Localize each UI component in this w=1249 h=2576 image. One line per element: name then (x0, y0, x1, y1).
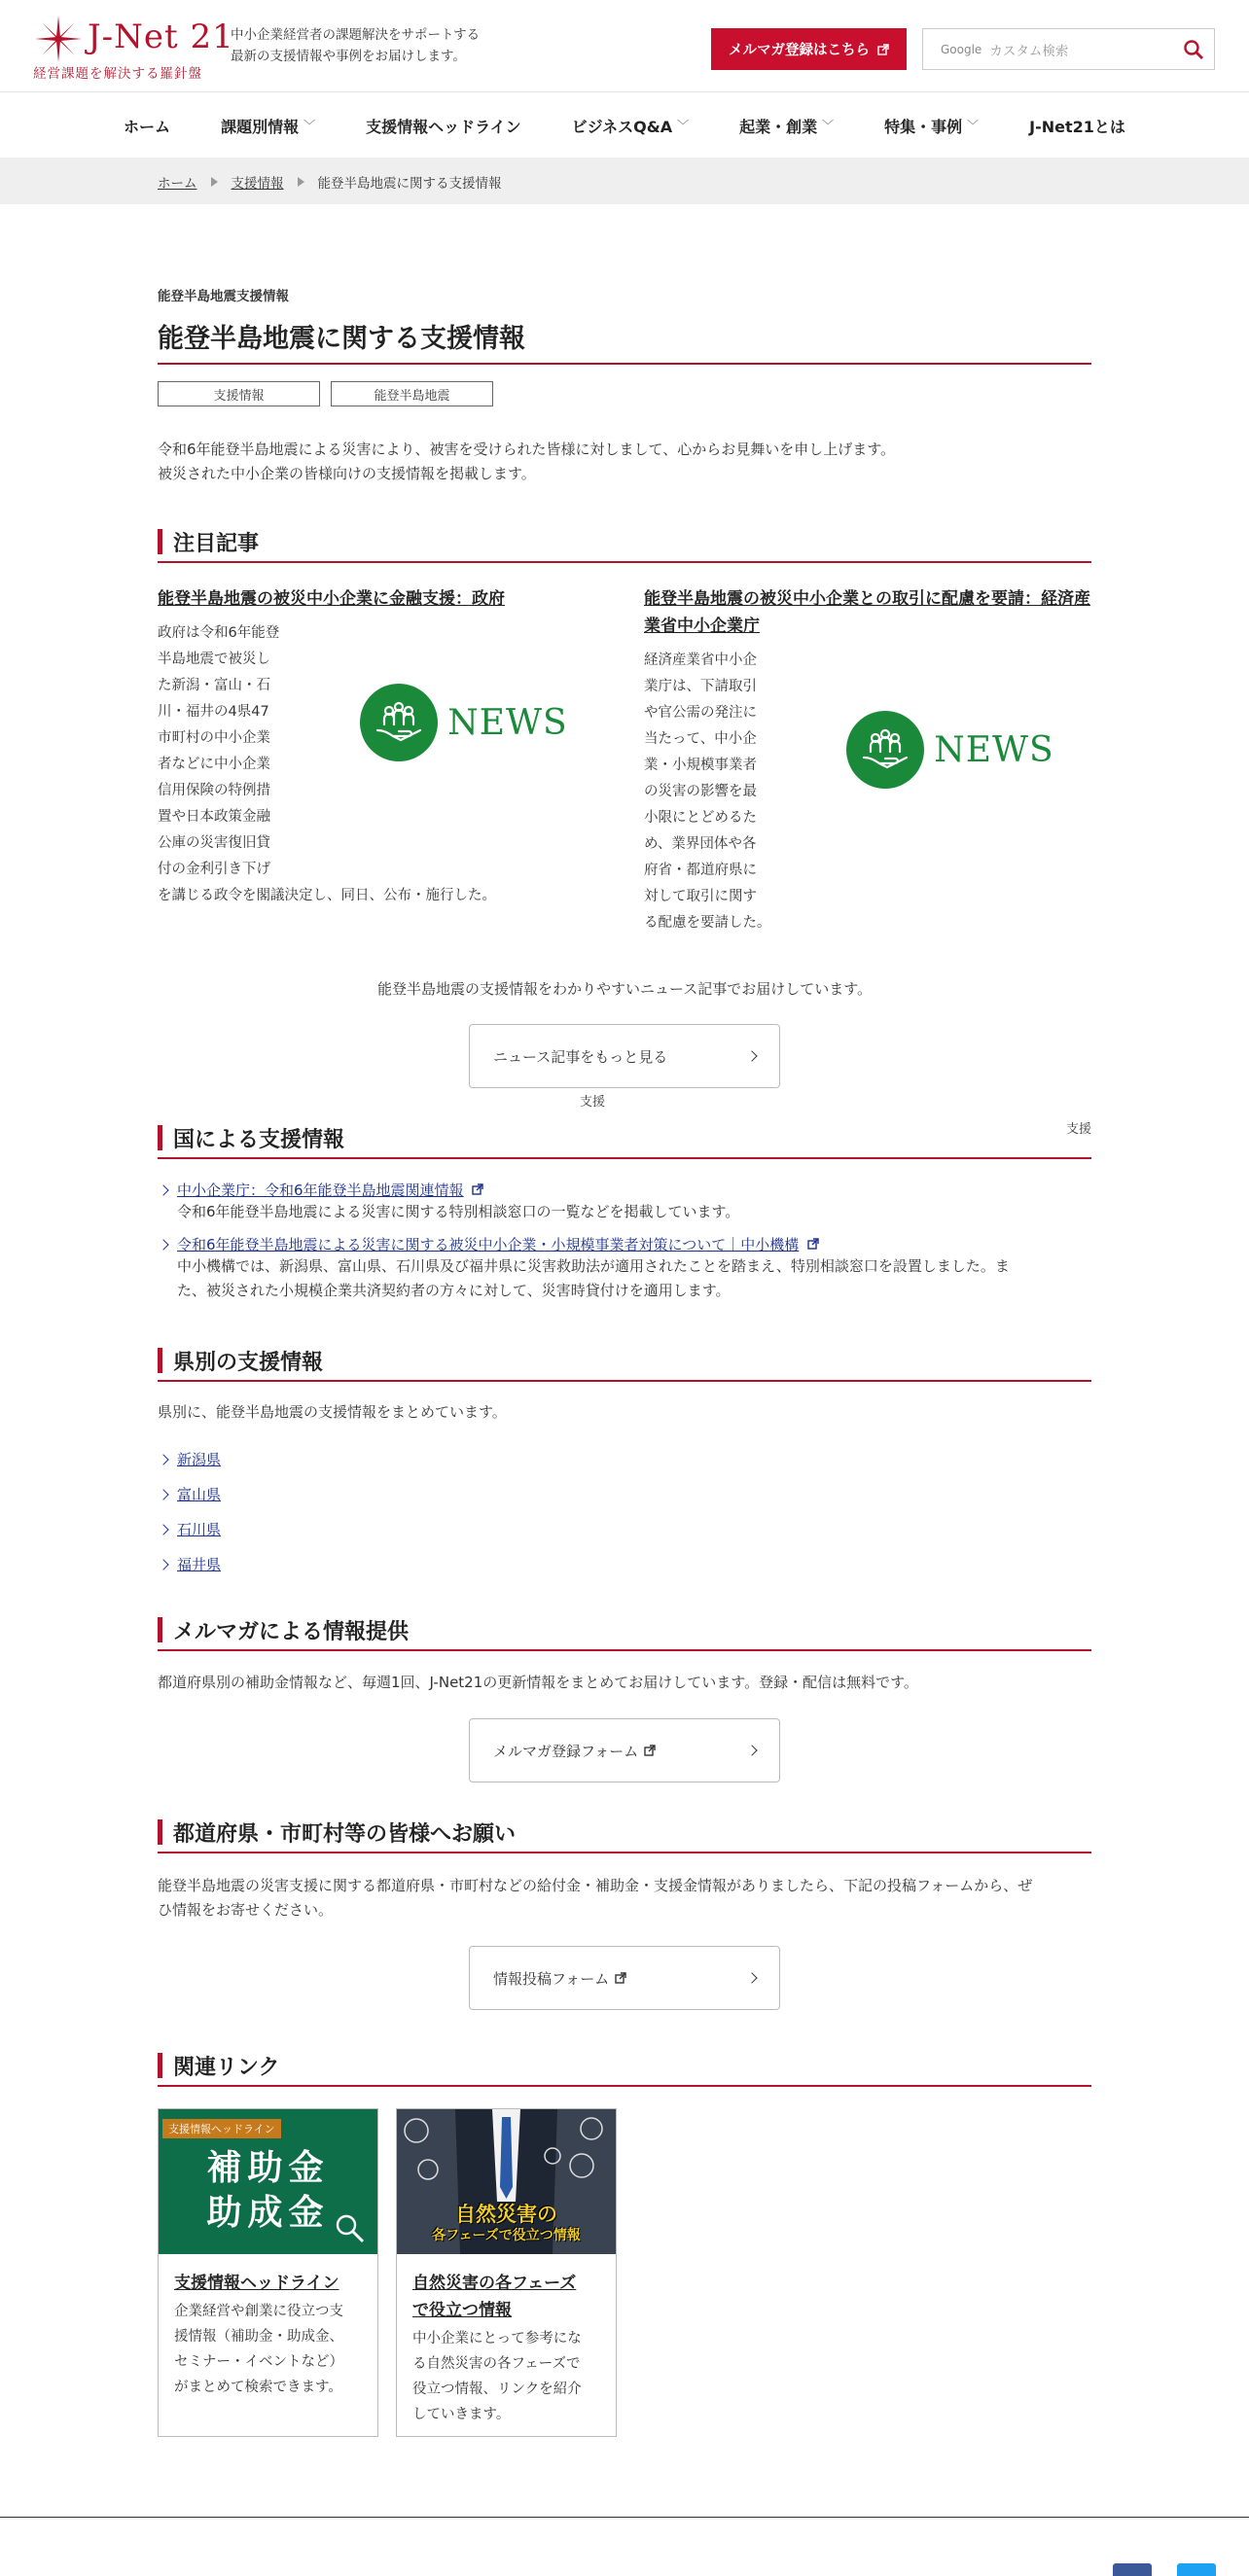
section-heading-newsletter: メルマガによる情報提供 (158, 1615, 1091, 1651)
submission-form-button[interactable]: 情報投稿フォーム (469, 1946, 780, 2010)
section-heading-related: 関連リンク (158, 2051, 1091, 2087)
search-box[interactable] (922, 28, 1215, 70)
tag-noto-earthquake[interactable]: 能登半島地震 (331, 381, 493, 406)
page-kicker: 能登半島地震支援情報 (158, 289, 289, 304)
search-input[interactable]: カスタム検索 (989, 43, 1069, 59)
tag-support[interactable]: 支援情報 (158, 381, 320, 406)
section-heading-prefectures: 県別の支援情報 (158, 1346, 1091, 1382)
related-card-disaster[interactable] (396, 2108, 617, 2437)
chevron-down-icon: ﹀ (822, 118, 835, 132)
news-title[interactable]: 能登半島地震の被災中小企業に金融支援：政府 (158, 589, 505, 609)
magnifier-icon (334, 2212, 367, 2245)
related-card-headline[interactable] (158, 2108, 378, 2437)
page-title: 能登半島地震に関する支援情報 (158, 317, 1091, 365)
intro-text: 令和6年能登半島地震による災害により、被害を受けられた皆様に対しまして、心からお見舞いを申し上げます。 被災された中小企業の皆様向けの支援情報を掲載します。 (158, 441, 896, 482)
link-description: 中小機構では、新潟県、富山県、石川県及び福井県に災害救助法が適用されたことを踏まえ、特別相談窓口を設置しました。ま た、被災された小規模企業共済契約者の方々に対して、災害時貸付けを適用します。 (177, 1257, 1010, 1299)
list-item (158, 1234, 1091, 1303)
section-heading-featured: 注目記事 (158, 527, 1091, 563)
chevron-down-icon: ﹀ (967, 118, 980, 132)
newsletter-signup-button[interactable]: メルマガ登録はこちら (711, 28, 907, 70)
section-heading-national: 国による支援情報 (158, 1123, 1091, 1159)
chevron-right-icon (746, 1050, 757, 1061)
breadcrumb (158, 172, 502, 192)
prefectures-intro: 県別に、能登半島地震の支援情報をまとめています。 (158, 1403, 507, 1421)
news-wordmark: NEWS (934, 729, 1054, 770)
image-caption: 補助金 助成金 (206, 2148, 330, 2233)
breadcrumb-bar (0, 158, 1249, 204)
link-niigata[interactable]: 新潟県 (177, 1451, 222, 1468)
nav-item-home[interactable]: ホーム (124, 117, 171, 136)
news-image[interactable] (839, 691, 1062, 808)
external-link-icon (807, 1238, 819, 1250)
newsletter-form-button[interactable]: メルマガ登録フォーム (469, 1718, 780, 1782)
related-card-image (397, 2109, 616, 2254)
helping-hand-icon (360, 684, 438, 761)
footer-divider (0, 2517, 1249, 2518)
chevron-down-icon: ﹀ (677, 118, 690, 132)
external-link-icon (644, 1745, 656, 1756)
nav-item-qa[interactable]: ビジネスQ&A ﹀ (571, 117, 690, 136)
related-card-description: 中小企業にとって参考にな る自然災害の各フェーズで 役立つ情報、リンクを紹介 していきます。 (412, 2331, 582, 2422)
list-item (158, 1449, 1091, 1484)
image-badge: 支援情報ヘッドライン (162, 2119, 281, 2138)
news-card[interactable] (644, 585, 1091, 1137)
news-category: 支援 (579, 1095, 605, 1110)
site-header (0, 0, 1249, 92)
nav-item-features[interactable]: 特集・事例 ﹀ (884, 117, 980, 136)
triangle-right-icon (298, 177, 304, 187)
breadcrumb-home[interactable]: ホーム (158, 176, 197, 192)
link-ishikawa[interactable]: 石川県 (177, 1521, 222, 1538)
compass-star-icon (33, 14, 84, 64)
logo-wordmark: J-Net 21 (88, 18, 234, 56)
list-item (158, 1554, 1091, 1589)
nav-item-about[interactable]: J-Net21とは (1029, 117, 1125, 136)
external-link-icon (615, 1972, 626, 1984)
featured-note: 能登半島地震の支援情報をわかりやすいニュース記事でお届けしています。 (376, 980, 873, 998)
more-news-button[interactable]: ニュース記事をもっと見る (469, 1024, 780, 1088)
news-title[interactable]: 能登半島地震の被災中小企業との取引に配慮を要請：経済産業省中小企業庁 (644, 589, 1090, 636)
news-wordmark: NEWS (447, 702, 568, 743)
global-nav (0, 93, 1249, 158)
helping-hand-icon (846, 711, 924, 789)
link-description: 令和6年能登半島地震による災害に関する特別相談窓口の一覧などを掲載しています。 (177, 1203, 740, 1220)
site-logo[interactable] (33, 14, 234, 82)
twitter-icon[interactable] (1177, 2563, 1216, 2576)
chevron-down-icon: ﹀ (303, 118, 316, 132)
related-card-description: 企業経営や創業に役立つ支 援情報（補助金・助成金、 セミナー・イベントなど） がまとめて検索できます。 (174, 2304, 343, 2395)
section-heading-request: 都道府県・市町村等の皆様へお願い (158, 1817, 1091, 1853)
image-caption: 自然災害の 各フェーズで役立つ情報 (432, 2202, 581, 2243)
list-item (158, 1484, 1091, 1519)
external-link-icon (472, 1183, 483, 1195)
list-item (158, 1519, 1091, 1554)
prefecture-link-list (158, 1449, 1091, 1589)
newsletter-text: 都道府県別の補助金情報など、毎週1回、J-Net21の更新情報をまとめてお届けしています。登録・配信は無料です。 (158, 1674, 918, 1691)
request-text: 能登半島地震の災害支援に関する都道府県・市町村などの給付金・補助金・支援金情報がありましたら、下記の投稿フォームから、ぜ ひ情報をお寄せください。 (158, 1877, 1033, 1919)
link-fukui[interactable]: 福井県 (177, 1556, 222, 1573)
search-icon[interactable] (1183, 39, 1204, 60)
nav-item-headline[interactable]: 支援情報ヘッドライン (366, 117, 521, 136)
news-text: 政府は令和6年能登 半島地震で被災し た新潟・富山・石 川・福井の4県47 市町村の中小企業 者などに中小企業 信用保険の特例措 置や日本政策金融 公庫の災害復旧貸 付の金利引き下げ を講じる政令を閣議決定し、同日、公布・施行した。 (158, 625, 496, 903)
logo-subtitle: 経営課題を解決する羅針盤 (33, 66, 202, 82)
nav-item-topics[interactable]: 課題別情報 ﹀ (221, 117, 316, 136)
chevron-right-icon (746, 1972, 757, 1983)
breadcrumb-current: 能登半島地震に関する支援情報 (317, 176, 502, 192)
news-text: 経済産業省中小企 業庁は、下請取引 や官公需の発注に 当たって、中小企 業・小規模事業者 の災害の影響を最 小限にとどめるた め、業界団体や各 府省・都道府県に 対して取引に関す る配慮を要請した。 (644, 653, 771, 931)
list-item (158, 1180, 1091, 1224)
related-card-title[interactable]: 自然災害の各フェーズ で役立つ情報 (412, 2274, 577, 2320)
facebook-icon[interactable] (1113, 2563, 1152, 2576)
triangle-right-icon (211, 177, 218, 187)
chevron-right-icon (746, 1745, 757, 1755)
link-toyama[interactable]: 富山県 (177, 1486, 222, 1503)
related-card-title[interactable]: 支援情報ヘッドライン (174, 2274, 339, 2293)
national-link-list (158, 1180, 1091, 1303)
link-sme-agency[interactable]: 中小企業庁：令和6年能登半島地震関連情報 (177, 1182, 464, 1199)
external-link-icon (877, 44, 889, 55)
related-card-image (159, 2109, 377, 2254)
news-category: 支援 (1065, 1122, 1091, 1137)
search-brand: Google (941, 42, 982, 56)
news-image[interactable] (352, 664, 576, 781)
nav-item-startup[interactable]: 起業・創業 ﹀ (739, 117, 835, 136)
link-smrj[interactable]: 令和6年能登半島地震による災害に関する被災中小企業・小規模事業者対策について｜中小機構 (177, 1236, 800, 1253)
breadcrumb-support[interactable]: 支援情報 (231, 176, 284, 192)
site-tagline: 中小企業経営者の課題解決をサポートする 最新の支援情報や事例をお届けします。 (231, 27, 481, 64)
